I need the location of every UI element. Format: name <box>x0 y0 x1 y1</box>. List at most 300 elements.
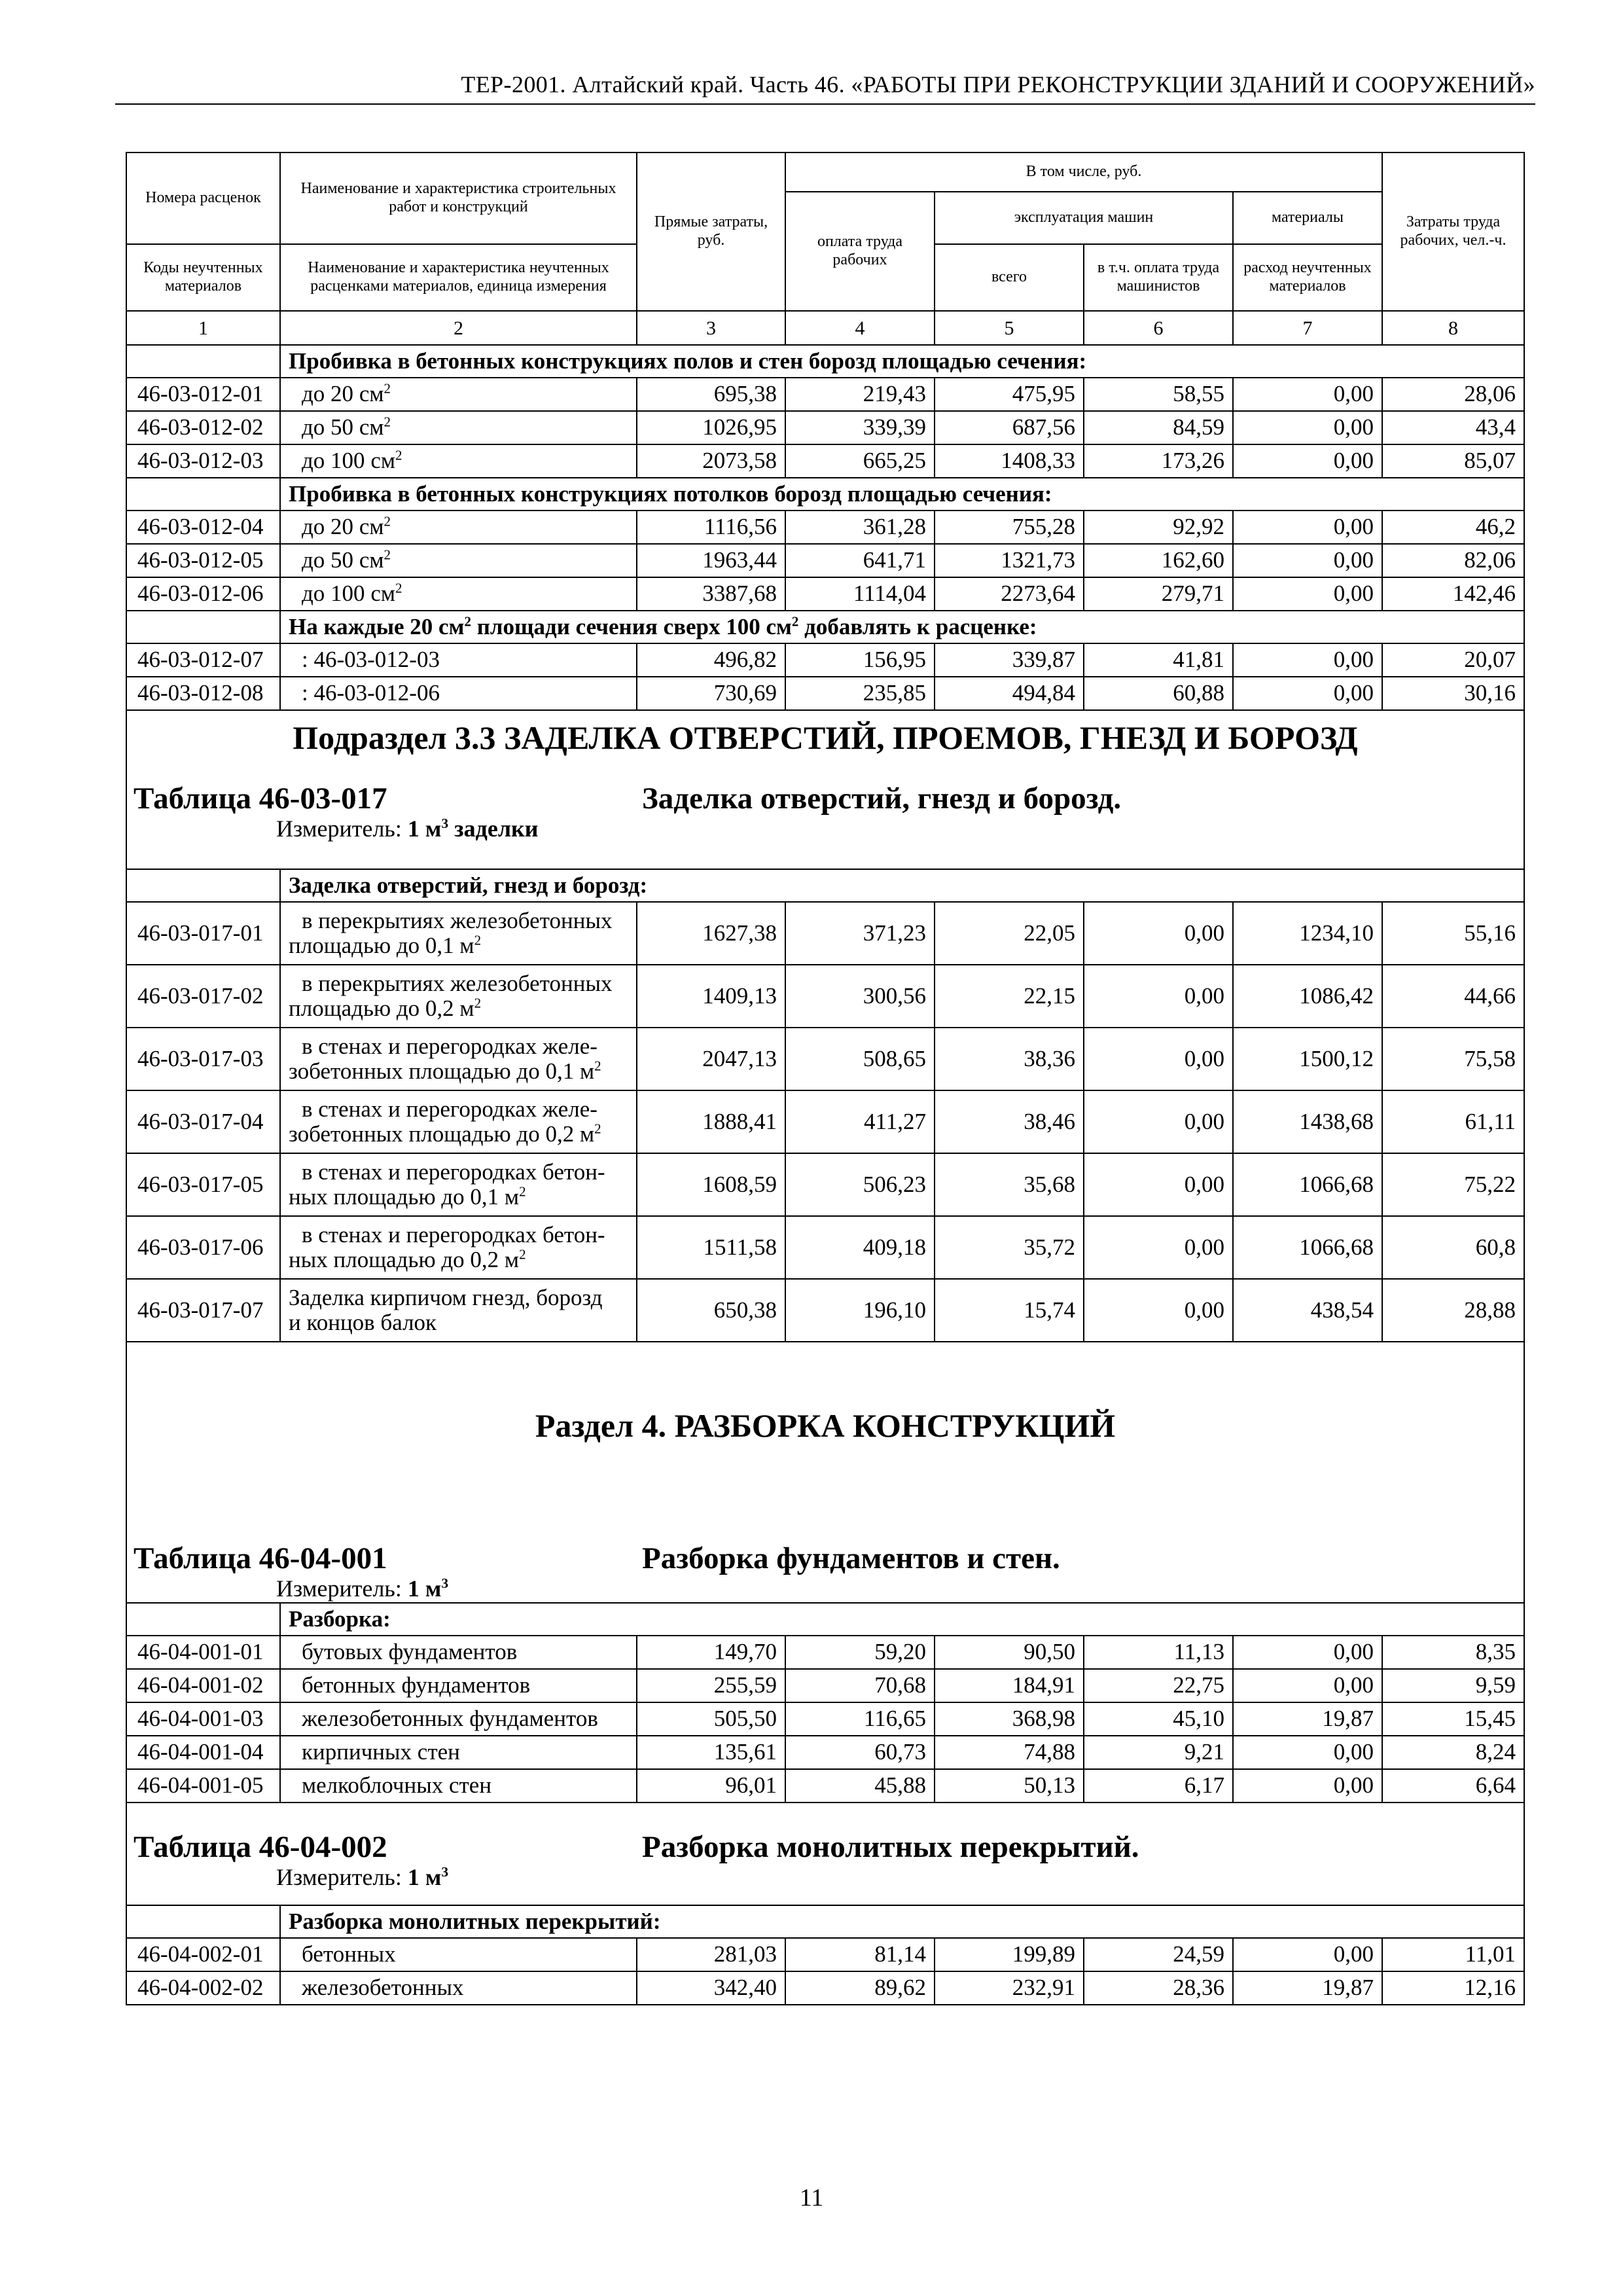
unit-sup: 2 <box>474 932 482 948</box>
table-heading-block <box>127 1831 1524 1890</box>
table-heading-block <box>127 782 1524 842</box>
value-cell: 84,59 <box>1084 411 1233 444</box>
header-rule <box>115 103 1535 105</box>
work-name-text: мелкоблочных стен <box>302 1772 492 1799</box>
value-cell: 508,65 <box>785 1028 935 1090</box>
work-name <box>280 1669 637 1702</box>
unit-label: м <box>574 1121 595 1147</box>
value-cell: 58,55 <box>1084 378 1233 411</box>
rate-code: 46-03-012-06 <box>126 577 280 611</box>
value-cell: 0,00 <box>1233 643 1382 677</box>
section-title: Раздел 4. РАЗБОРКА КОНСТРУКЦИЙ <box>535 1407 1116 1444</box>
work-name <box>280 965 637 1028</box>
value-cell: 75,22 <box>1382 1153 1524 1216</box>
table-body <box>126 152 1524 2005</box>
unit-label: м <box>454 996 474 1021</box>
work-name-line2 <box>289 1310 628 1336</box>
table-number: Таблица 46-04-001 <box>134 1541 387 1575</box>
table-number: Таблица 46-03-017 <box>134 781 387 816</box>
work-name <box>280 1971 637 2005</box>
value-cell: 35,72 <box>935 1216 1084 1279</box>
work-name-line2 <box>289 1247 628 1273</box>
value-cell: 755,28 <box>935 511 1084 544</box>
value-cell: 85,07 <box>1382 444 1524 478</box>
work-name <box>280 643 637 677</box>
unit-label: м <box>499 1184 520 1210</box>
work-name-text: и концов балок <box>289 1310 437 1335</box>
work-name-text: площадью до 0,2 <box>289 996 454 1021</box>
unit-sup: 2 <box>383 414 391 430</box>
index-cell: 2 <box>280 311 637 345</box>
work-name <box>280 1153 637 1216</box>
value-cell: 75,58 <box>1382 1028 1524 1090</box>
value-cell: 361,28 <box>785 511 935 544</box>
unit-label: м <box>454 933 474 958</box>
group-text: Пробивка в бетонных конструкциях полов и стен борозд площадью сечения: <box>289 348 1087 374</box>
value-cell: 19,87 <box>1233 1971 1382 2005</box>
value-cell: 1086,42 <box>1233 965 1382 1028</box>
table-row <box>126 1938 1524 1971</box>
value-cell: 38,36 <box>935 1028 1084 1090</box>
group-sup: 2 <box>464 613 471 630</box>
table-row <box>126 411 1524 444</box>
section-cell <box>126 710 1524 869</box>
work-name <box>280 378 637 411</box>
value-cell: 1114,04 <box>785 577 935 611</box>
value-cell: 0,00 <box>1233 378 1382 411</box>
rate-code: 46-03-017-05 <box>126 1153 280 1216</box>
value-cell: 96,01 <box>637 1769 785 1803</box>
value-cell: 74,88 <box>935 1736 1084 1769</box>
table-row <box>126 902 1524 965</box>
unit-sup: 2 <box>383 513 391 529</box>
rate-code: 46-03-012-02 <box>126 411 280 444</box>
group-sup: 2 <box>791 613 799 630</box>
value-cell: 0,00 <box>1233 1938 1382 1971</box>
measure-unit <box>127 1576 1524 1602</box>
table-row <box>126 1736 1524 1769</box>
work-name <box>280 577 637 611</box>
rate-code: 46-03-017-04 <box>126 1090 280 1153</box>
measure-value-text: 1 м <box>407 815 442 842</box>
value-cell: 339,39 <box>785 411 935 444</box>
value-cell: 38,46 <box>935 1090 1084 1153</box>
value-cell: 695,38 <box>637 378 785 411</box>
value-cell: 1500,12 <box>1233 1028 1382 1090</box>
hdr-labor: Затраты труда рабочих, чел.-ч. <box>1382 152 1524 311</box>
measure-value-text: 1 м <box>407 1863 442 1890</box>
value-cell: 82,06 <box>1382 544 1524 577</box>
measure-unit <box>127 816 1524 842</box>
value-cell: 9,21 <box>1084 1736 1233 1769</box>
work-name <box>280 411 637 444</box>
value-cell: 232,91 <box>935 1971 1084 2005</box>
value-cell: 1066,68 <box>1233 1216 1382 1279</box>
table-row <box>126 1769 1524 1803</box>
subsection-title: Подраздел 3.3 ЗАДЕЛКА ОТВЕРСТИЙ, ПРОЕМОВ, ГНЕЗД И БОРОЗД <box>293 719 1358 756</box>
value-cell: 35,68 <box>935 1153 1084 1216</box>
work-name <box>280 444 637 478</box>
group-text: площади сечения сверх 100 см <box>471 613 792 639</box>
size-label: до 50 <box>302 547 354 573</box>
value-cell: 41,81 <box>1084 643 1233 677</box>
rate-code: 46-04-001-02 <box>126 1669 280 1702</box>
table-row <box>126 378 1524 411</box>
work-name-line1: в стенах и перегородках бетон- <box>302 1158 605 1185</box>
section-row <box>126 1803 1524 1905</box>
group-text: Разборка: <box>289 1605 391 1632</box>
value-cell: 409,18 <box>785 1216 935 1279</box>
table-row <box>126 511 1524 544</box>
value-cell: 219,43 <box>785 378 935 411</box>
rate-code: 46-03-012-08 <box>126 677 280 710</box>
value-cell: 2273,64 <box>935 577 1084 611</box>
table-row <box>126 1028 1524 1090</box>
unit-sup: 2 <box>594 1121 601 1137</box>
value-cell: 0,00 <box>1084 1028 1233 1090</box>
value-cell: 0,00 <box>1233 444 1382 478</box>
measure-unit <box>127 1865 1524 1891</box>
value-cell: 687,56 <box>935 411 1084 444</box>
hdr-machines: эксплуатация машин <box>935 192 1233 244</box>
measure-tail: заделки <box>448 815 539 842</box>
value-cell: 730,69 <box>637 677 785 710</box>
header-row-1 <box>126 152 1524 192</box>
value-cell: 61,11 <box>1382 1090 1524 1153</box>
work-name-text: бетонных фундаментов <box>302 1672 531 1698</box>
measure-label: Измеритель: <box>276 1575 408 1602</box>
group-empty-cell <box>126 1603 280 1636</box>
value-cell: 300,56 <box>785 965 935 1028</box>
value-cell: 0,00 <box>1233 544 1382 577</box>
work-name-text: зобетонных площадью до 0,1 <box>289 1058 575 1084</box>
unit-sup: 2 <box>395 580 402 596</box>
work-name-text: кирпичных стен <box>302 1739 460 1765</box>
value-cell: 371,23 <box>785 902 935 965</box>
group-text: добавлять к расценке: <box>798 613 1037 639</box>
table-row <box>126 1153 1524 1216</box>
value-cell: 60,73 <box>785 1736 935 1769</box>
measure-sup: 3 <box>441 1863 449 1880</box>
group-title <box>280 345 1524 378</box>
value-cell: 281,03 <box>637 1938 785 1971</box>
value-cell: 411,27 <box>785 1090 935 1153</box>
value-cell: 1438,68 <box>1233 1090 1382 1153</box>
value-cell: 30,16 <box>1382 677 1524 710</box>
value-cell: 149,70 <box>637 1636 785 1669</box>
hdr-col1-top: Номера расценок <box>126 152 280 244</box>
work-name-line2 <box>289 1122 628 1147</box>
rate-code: 46-03-012-04 <box>126 511 280 544</box>
hdr-wages: оплата труда рабочих <box>785 192 935 311</box>
table-number: Таблица 46-04-002 <box>134 1830 387 1864</box>
value-cell: 496,82 <box>637 643 785 677</box>
value-cell: 1511,58 <box>637 1216 785 1279</box>
value-cell: 15,74 <box>935 1279 1084 1342</box>
work-name-line2 <box>289 1059 628 1085</box>
value-cell: 505,50 <box>637 1702 785 1736</box>
measure-label: Измеритель: <box>276 815 408 842</box>
hdr-machines-total: всего <box>935 244 1084 311</box>
value-cell: 342,40 <box>637 1971 785 2005</box>
rate-code: 46-04-001-03 <box>126 1702 280 1736</box>
work-name-line2 <box>289 933 628 959</box>
work-name <box>280 1769 637 1803</box>
group-title <box>280 1905 1524 1938</box>
value-cell: 1409,13 <box>637 965 785 1028</box>
unit-label: см <box>353 414 384 440</box>
rate-code: 46-03-017-06 <box>126 1216 280 1279</box>
work-name <box>280 1279 637 1342</box>
value-cell: 0,00 <box>1233 1669 1382 1702</box>
unit-sup: 2 <box>383 380 391 397</box>
value-cell: 641,71 <box>785 544 935 577</box>
value-cell: 2073,58 <box>637 444 785 478</box>
table-row <box>126 1216 1524 1279</box>
group-title <box>280 611 1524 643</box>
value-cell: 0,00 <box>1233 577 1382 611</box>
value-cell: 1234,10 <box>1233 902 1382 965</box>
work-name-line1: в перекрытиях железобетонных <box>302 907 613 933</box>
work-name-line1: в стенах и перегородках бетон- <box>302 1221 605 1247</box>
value-cell: 28,06 <box>1382 378 1524 411</box>
unit-sup: 2 <box>519 1183 526 1200</box>
table-row <box>126 544 1524 577</box>
table-row <box>126 1702 1524 1736</box>
value-cell: 339,87 <box>935 643 1084 677</box>
value-cell: 45,10 <box>1084 1702 1233 1736</box>
value-cell: 19,87 <box>1233 1702 1382 1736</box>
work-name-text: железобетонных <box>302 1975 464 2001</box>
value-cell: 15,45 <box>1382 1702 1524 1736</box>
value-cell: 1963,44 <box>637 544 785 577</box>
unit-sup: 2 <box>594 1058 601 1074</box>
section-cell <box>126 1803 1524 1905</box>
value-cell: 1408,33 <box>935 444 1084 478</box>
work-name-text: площадью до 0,1 <box>289 933 454 958</box>
work-name <box>280 902 637 965</box>
value-cell: 0,00 <box>1084 1090 1233 1153</box>
value-cell: 0,00 <box>1084 1279 1233 1342</box>
value-cell: 173,26 <box>1084 444 1233 478</box>
rate-code: 46-03-012-03 <box>126 444 280 478</box>
group-empty-cell <box>126 345 280 378</box>
value-cell: 142,46 <box>1382 577 1524 611</box>
measure-sup: 3 <box>441 815 449 831</box>
rate-code: 46-04-001-04 <box>126 1736 280 1769</box>
group-empty-cell <box>126 1905 280 1938</box>
size-label: до 50 <box>302 414 354 440</box>
value-cell: 196,10 <box>785 1279 935 1342</box>
size-label: до 100 <box>302 581 365 607</box>
measure-value-text: 1 м <box>407 1575 442 1602</box>
work-name-line1: Заделка кирпичом гнезд, борозд <box>289 1284 603 1310</box>
value-cell: 0,00 <box>1233 1636 1382 1669</box>
value-cell: 368,98 <box>935 1702 1084 1736</box>
group-title <box>280 1603 1524 1636</box>
value-cell: 156,95 <box>785 643 935 677</box>
value-cell: 11,01 <box>1382 1938 1524 1971</box>
value-cell: 20,07 <box>1382 643 1524 677</box>
table-title: Разборка фундаментов и стен. <box>642 1541 1060 1575</box>
value-cell: 116,65 <box>785 1702 935 1736</box>
unit-label: см <box>353 547 384 573</box>
value-cell: 81,14 <box>785 1938 935 1971</box>
group-row <box>126 345 1524 378</box>
value-cell: 0,00 <box>1233 511 1382 544</box>
value-cell: 184,91 <box>935 1669 1084 1702</box>
hdr-col3: Прямые затраты, руб. <box>637 152 785 311</box>
index-cell: 5 <box>935 311 1084 345</box>
estimate-table <box>126 152 1525 2005</box>
hdr-materials: материалы <box>1233 192 1382 244</box>
work-name-text: : 46-03-012-06 <box>302 680 440 706</box>
value-cell: 9,59 <box>1382 1669 1524 1702</box>
value-cell: 438,54 <box>1233 1279 1382 1342</box>
value-cell: 8,24 <box>1382 1736 1524 1769</box>
value-cell: 6,64 <box>1382 1769 1524 1803</box>
unit-label: см <box>365 448 395 474</box>
value-cell: 70,68 <box>785 1669 935 1702</box>
work-name-text: ных площадью до 0,2 <box>289 1247 499 1272</box>
group-text: Пробивка в бетонных конструкциях потолков борозд площадью сечения: <box>289 480 1052 507</box>
value-cell: 0,00 <box>1233 411 1382 444</box>
work-name-line2 <box>289 1185 628 1210</box>
value-cell: 255,59 <box>637 1669 785 1702</box>
measure-sup: 3 <box>441 1575 449 1591</box>
value-cell: 1066,68 <box>1233 1153 1382 1216</box>
value-cell: 2047,13 <box>637 1028 785 1090</box>
table-heading <box>127 782 1524 816</box>
value-cell: 22,75 <box>1084 1669 1233 1702</box>
index-cell: 7 <box>1233 311 1382 345</box>
page-number: 11 <box>799 2184 824 2212</box>
value-cell: 0,00 <box>1233 1736 1382 1769</box>
index-row <box>126 311 1524 345</box>
unit-label: см <box>353 381 384 407</box>
value-cell: 475,95 <box>935 378 1084 411</box>
value-cell: 28,88 <box>1382 1279 1524 1342</box>
rate-code: 46-03-017-01 <box>126 902 280 965</box>
value-cell: 0,00 <box>1084 902 1233 965</box>
group-empty-cell <box>126 478 280 511</box>
unit-label: см <box>365 581 395 607</box>
work-name-text: бетонных <box>302 1941 396 1967</box>
work-name-text: бутовых фундаментов <box>302 1639 518 1665</box>
measure-label: Измеритель: <box>276 1863 408 1890</box>
value-cell: 45,88 <box>785 1769 935 1803</box>
value-cell: 0,00 <box>1084 1153 1233 1216</box>
unit-label: м <box>574 1058 595 1084</box>
work-name <box>280 544 637 577</box>
group-row <box>126 1905 1524 1938</box>
work-name <box>280 1636 637 1669</box>
table-row <box>126 1971 1524 2005</box>
rate-code: 46-03-017-03 <box>126 1028 280 1090</box>
value-cell: 1627,38 <box>637 902 785 965</box>
table-row <box>126 1636 1524 1669</box>
index-cell: 6 <box>1084 311 1233 345</box>
value-cell: 1026,95 <box>637 411 785 444</box>
value-cell: 0,00 <box>1084 965 1233 1028</box>
rate-code: 46-03-017-07 <box>126 1279 280 1342</box>
work-name-line1: в перекрытиях железобетонных <box>302 970 613 996</box>
index-cell: 4 <box>785 311 935 345</box>
work-name <box>280 511 637 544</box>
work-name <box>280 1090 637 1153</box>
value-cell: 0,00 <box>1084 1216 1233 1279</box>
rate-code: 46-04-001-01 <box>126 1636 280 1669</box>
unit-sup: 2 <box>383 547 391 563</box>
value-cell: 135,61 <box>637 1736 785 1769</box>
work-name <box>280 677 637 710</box>
hdr-col2-top: Наименование и характеристика строительных работ и конструкций <box>280 152 637 244</box>
value-cell: 279,71 <box>1084 577 1233 611</box>
value-cell: 494,84 <box>935 677 1084 710</box>
section-cell <box>126 1342 1524 1603</box>
table-title: Разборка монолитных перекрытий. <box>642 1830 1139 1864</box>
unit-sup: 2 <box>519 1246 526 1263</box>
running-header: ТЕР-2001. Алтайский край. Часть 46. «РАБОТЫ ПРИ РЕКОНСТРУКЦИИ ЗДАНИЙ И СООРУЖЕНИЙ» <box>461 71 1535 98</box>
group-row <box>126 611 1524 643</box>
hdr-materials-sub: расход неучтенных материалов <box>1233 244 1382 311</box>
hdr-incl: В том числе, руб. <box>785 152 1382 192</box>
value-cell: 46,2 <box>1382 511 1524 544</box>
value-cell: 1608,59 <box>637 1153 785 1216</box>
value-cell: 506,23 <box>785 1153 935 1216</box>
work-name-text: железобетонных фундаментов <box>302 1706 598 1732</box>
table-heading-block <box>127 1542 1524 1602</box>
group-row <box>126 869 1524 902</box>
unit-label: м <box>499 1247 520 1272</box>
rate-code: 46-04-001-05 <box>126 1769 280 1803</box>
index-cell: 1 <box>126 311 280 345</box>
size-label: до 20 <box>302 381 354 407</box>
rate-code: 46-04-002-01 <box>126 1938 280 1971</box>
index-cell: 8 <box>1382 311 1524 345</box>
work-name-line1: в стенах и перегородках желе- <box>302 1096 597 1122</box>
value-cell: 55,16 <box>1382 902 1524 965</box>
table-row <box>126 1279 1524 1342</box>
value-cell: 11,13 <box>1084 1636 1233 1669</box>
work-name <box>280 1028 637 1090</box>
value-cell: 650,38 <box>637 1279 785 1342</box>
measure-value <box>408 1575 448 1602</box>
value-cell: 1888,41 <box>637 1090 785 1153</box>
value-cell: 0,00 <box>1233 1769 1382 1803</box>
rate-code: 46-03-017-02 <box>126 965 280 1028</box>
table-title: Заделка отверстий, гнезд и борозд. <box>642 781 1122 816</box>
value-cell: 89,62 <box>785 1971 935 2005</box>
unit-sup: 2 <box>395 447 402 463</box>
value-cell: 235,85 <box>785 677 935 710</box>
measure-value <box>408 1864 448 1890</box>
value-cell: 44,66 <box>1382 965 1524 1028</box>
rate-code: 46-03-012-05 <box>126 544 280 577</box>
group-row <box>126 1603 1524 1636</box>
table-heading <box>127 1831 1524 1865</box>
work-name <box>280 1938 637 1971</box>
work-name-text: ных площадью до 0,1 <box>289 1184 499 1210</box>
value-cell: 90,50 <box>935 1636 1084 1669</box>
value-cell: 92,92 <box>1084 511 1233 544</box>
rate-code: 46-03-012-01 <box>126 378 280 411</box>
value-cell: 59,20 <box>785 1636 935 1669</box>
table-heading <box>127 1542 1524 1576</box>
table-row <box>126 677 1524 710</box>
unit-label: см <box>353 514 384 540</box>
value-cell: 24,59 <box>1084 1938 1233 1971</box>
